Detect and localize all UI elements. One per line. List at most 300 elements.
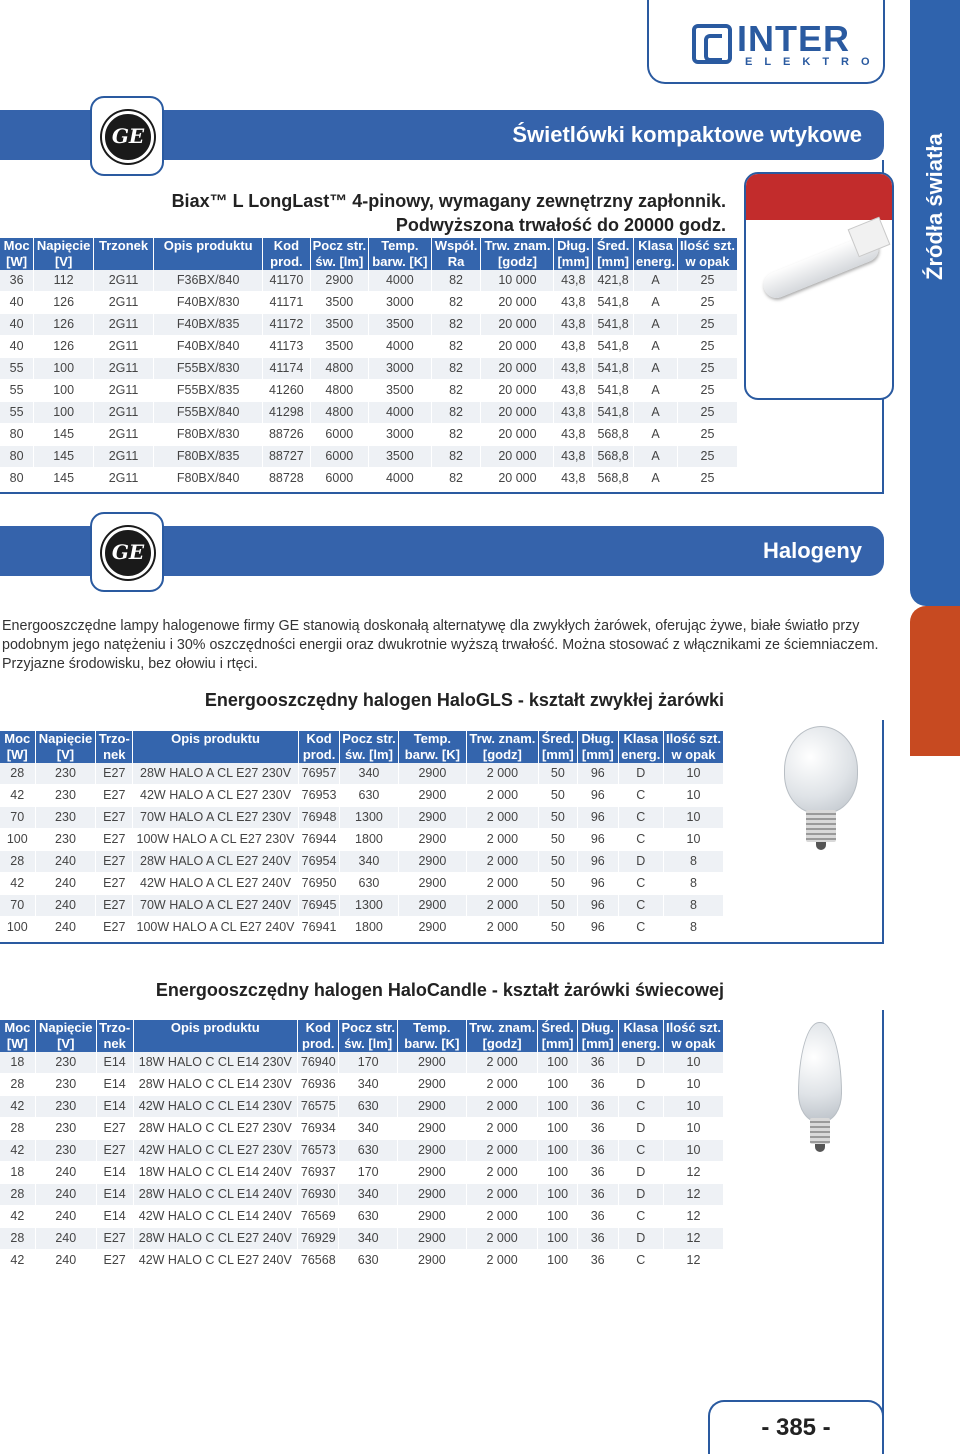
table-cell: 2900 xyxy=(397,1118,466,1140)
table-cell: 43,8 xyxy=(554,468,593,490)
product-image-biax xyxy=(744,172,894,400)
table-cell: 100 xyxy=(538,1162,577,1184)
table-cell: 76930 xyxy=(298,1184,339,1206)
table-row xyxy=(0,468,738,490)
table-cell: 41174 xyxy=(263,358,310,380)
table-cell: C xyxy=(618,1206,663,1228)
table-cell: 100W HALO A CL E27 230V xyxy=(133,829,299,851)
column-header: Dług. [mm] xyxy=(577,1020,618,1052)
table-row xyxy=(0,1162,724,1184)
column-header: Temp. barw. [K] xyxy=(397,1020,466,1052)
table-cell: D xyxy=(618,1118,663,1140)
column-header: Temp. barw. [K] xyxy=(369,238,432,270)
table-cell: 340 xyxy=(339,1074,397,1096)
table-cell: 25 xyxy=(678,336,738,358)
logo-sub: ELEKTRO xyxy=(745,56,882,68)
table-cell: A xyxy=(633,358,677,380)
table-cell: 76940 xyxy=(298,1052,339,1074)
table-cell: A xyxy=(633,380,677,402)
table-cell: 4800 xyxy=(310,402,368,424)
table-cell: 42W HALO C CL E14 240V xyxy=(133,1206,298,1228)
table-cell: 36 xyxy=(577,1052,618,1074)
table-cell: 12 xyxy=(664,1184,724,1206)
table-cell: 2 000 xyxy=(467,785,539,807)
column-header: Trw. znam. [godz] xyxy=(466,1020,538,1052)
table-cell: 25 xyxy=(678,270,738,292)
table-cell: 42W HALO C CL E14 230V xyxy=(133,1096,298,1118)
table-cell: 2900 xyxy=(398,763,466,785)
table-cell: E27 xyxy=(96,917,133,939)
table-cell: C xyxy=(618,785,663,807)
column-header: Kod prod. xyxy=(263,238,310,270)
halogls-title: Energooszczędny halogen HaloGLS - kształt zwykłej żarówki xyxy=(204,690,724,710)
table-cell: 18W HALO C CL E14 240V xyxy=(133,1162,298,1184)
column-header: Dług. [mm] xyxy=(577,731,618,763)
table-cell: 20 000 xyxy=(481,336,554,358)
table-cell: 25 xyxy=(678,402,738,424)
table-cell: 20 000 xyxy=(481,424,554,446)
table-cell: 230 xyxy=(35,1118,96,1140)
table-cell: 42 xyxy=(0,1206,35,1228)
table-cell: 28 xyxy=(0,763,35,785)
table-cell: 2G11 xyxy=(94,424,154,446)
table-cell: F40BX/835 xyxy=(154,314,263,336)
table-cell: 8 xyxy=(664,851,724,873)
table-cell: A xyxy=(633,292,677,314)
inter-logo-mark-icon xyxy=(692,24,732,64)
table-cell: 82 xyxy=(431,270,481,292)
section1-band-title: Świetlówki kompaktowe wtykowe xyxy=(512,122,862,147)
table-row xyxy=(0,829,724,851)
table-row xyxy=(0,917,724,939)
ge-logo-box xyxy=(90,96,164,176)
table-cell: 55 xyxy=(0,380,34,402)
table-row xyxy=(0,895,724,917)
table-cell: 96 xyxy=(577,829,618,851)
table-cell: 421,8 xyxy=(593,270,634,292)
table-cell: 43,8 xyxy=(554,358,593,380)
halocandle-table xyxy=(0,1020,724,1272)
table-cell: E27 xyxy=(96,873,133,895)
table-cell: 18W HALO C CL E14 230V xyxy=(133,1052,298,1074)
table-row xyxy=(0,402,738,424)
table-cell: 28W HALO C CL E27 230V xyxy=(133,1118,298,1140)
table-cell: 2 000 xyxy=(467,917,539,939)
table-cell: F80BX/830 xyxy=(154,424,263,446)
table-cell: A xyxy=(633,402,677,424)
table-cell: E27 xyxy=(96,829,133,851)
column-header: Trw. znam. [godz] xyxy=(481,238,554,270)
table-cell: 20 000 xyxy=(481,402,554,424)
table-cell: 100 xyxy=(538,1250,577,1272)
table-cell: 76954 xyxy=(298,851,339,873)
table-row xyxy=(0,1074,724,1096)
table-cell: 2 000 xyxy=(466,1206,538,1228)
table-cell: 82 xyxy=(431,468,481,490)
table-cell: F80BX/840 xyxy=(154,468,263,490)
column-header: Opis produktu xyxy=(133,731,299,763)
table-cell: 43,8 xyxy=(554,446,593,468)
table-cell: C xyxy=(618,1250,663,1272)
table-cell: A xyxy=(633,270,677,292)
table-cell: 3500 xyxy=(310,336,368,358)
column-header: Napięcie [V] xyxy=(35,731,96,763)
table-cell: 28 xyxy=(0,1184,35,1206)
table-cell: 2900 xyxy=(398,851,466,873)
table-cell: 36 xyxy=(577,1228,618,1250)
column-header: Trw. znam. [godz] xyxy=(467,731,539,763)
table-cell: E14 xyxy=(96,1184,133,1206)
table-cell: 2 000 xyxy=(466,1052,538,1074)
table-row xyxy=(0,314,738,336)
table-cell: 28 xyxy=(0,1228,35,1250)
table-cell: 70W HALO A CL E27 230V xyxy=(133,807,299,829)
table-cell: E14 xyxy=(96,1206,133,1228)
table-cell: 1300 xyxy=(340,895,398,917)
table-cell: 2900 xyxy=(397,1096,466,1118)
table-row xyxy=(0,851,724,873)
table-cell: 28 xyxy=(0,1074,35,1096)
table-cell: 2G11 xyxy=(94,314,154,336)
table-cell: 2 000 xyxy=(466,1140,538,1162)
table-cell: 230 xyxy=(35,1052,96,1074)
table-cell: 70 xyxy=(0,807,35,829)
table-cell: 2900 xyxy=(398,807,466,829)
column-header: Opis produktu xyxy=(154,238,263,270)
table-cell: 10 xyxy=(664,763,724,785)
table-cell: 18 xyxy=(0,1052,35,1074)
table-cell: 43,8 xyxy=(554,380,593,402)
table-cell: 630 xyxy=(340,873,398,895)
table-cell: 230 xyxy=(35,807,96,829)
column-header: Moc [W] xyxy=(0,238,34,270)
table-cell: 112 xyxy=(34,270,94,292)
table-cell: 100 xyxy=(0,829,35,851)
table-cell: 25 xyxy=(678,314,738,336)
table-cell: 8 xyxy=(664,873,724,895)
table-cell: 28 xyxy=(0,1118,35,1140)
table-cell: 70W HALO A CL E27 240V xyxy=(133,895,299,917)
table-cell: 50 xyxy=(538,785,577,807)
table-cell: 12 xyxy=(664,1206,724,1228)
table-cell: E14 xyxy=(96,1096,133,1118)
table-cell: 36 xyxy=(577,1206,618,1228)
table-cell: 100 xyxy=(538,1140,577,1162)
table-cell: 2900 xyxy=(397,1250,466,1272)
table-cell: E14 xyxy=(96,1074,133,1096)
table-cell: 230 xyxy=(35,1074,96,1096)
table-cell: 82 xyxy=(431,424,481,446)
table-cell: 55 xyxy=(0,402,34,424)
table-cell: 50 xyxy=(538,917,577,939)
table-cell: F40BX/840 xyxy=(154,336,263,358)
table-cell: 20 000 xyxy=(481,292,554,314)
table-cell: C xyxy=(618,873,663,895)
table-cell: 76937 xyxy=(298,1162,339,1184)
table-cell: 230 xyxy=(35,763,96,785)
table-cell: 240 xyxy=(35,895,96,917)
column-header: Śred. [mm] xyxy=(538,731,577,763)
table-cell: 3500 xyxy=(369,314,432,336)
column-header: Pocz str. św. [lm] xyxy=(339,1020,397,1052)
table-cell: 28W HALO A CL E27 230V xyxy=(133,763,299,785)
table-cell: 2G11 xyxy=(94,358,154,380)
column-header: Ilość szt. w opak xyxy=(664,731,724,763)
table-cell: A xyxy=(633,468,677,490)
table-cell: 630 xyxy=(339,1096,397,1118)
table-cell: 25 xyxy=(678,468,738,490)
table-cell: 1300 xyxy=(340,807,398,829)
table-cell: 50 xyxy=(538,763,577,785)
table-cell: 12 xyxy=(664,1250,724,1272)
table-row xyxy=(0,446,738,468)
table-cell: 2 000 xyxy=(467,851,539,873)
table-cell: 80 xyxy=(0,468,34,490)
table-cell: 42 xyxy=(0,785,35,807)
table-cell: 96 xyxy=(577,763,618,785)
table-cell: 630 xyxy=(340,785,398,807)
table-cell: 36 xyxy=(577,1184,618,1206)
table-cell: 80 xyxy=(0,446,34,468)
table-cell: 50 xyxy=(538,895,577,917)
table-cell: 2900 xyxy=(310,270,368,292)
column-header: Moc [W] xyxy=(0,731,35,763)
table-cell: 96 xyxy=(577,785,618,807)
table-cell: 20 000 xyxy=(481,446,554,468)
table-cell: 2 000 xyxy=(467,807,539,829)
table-cell: 2900 xyxy=(398,917,466,939)
table-cell: 76950 xyxy=(298,873,339,895)
table-cell: 43,8 xyxy=(554,292,593,314)
table-cell: 145 xyxy=(34,446,94,468)
column-header: Śred. [mm] xyxy=(593,238,634,270)
table-cell: 541,8 xyxy=(593,380,634,402)
table-cell: 36 xyxy=(577,1118,618,1140)
table-row xyxy=(0,424,738,446)
side-color-block xyxy=(910,606,960,756)
table-cell: F40BX/830 xyxy=(154,292,263,314)
table-cell: 76573 xyxy=(298,1140,339,1162)
column-header: Pocz str. św. [lm] xyxy=(340,731,398,763)
table-cell: 50 xyxy=(538,851,577,873)
halocandle-bulb-icon xyxy=(790,1022,850,1202)
column-header: Napięcie [V] xyxy=(34,238,94,270)
table-cell: 2 000 xyxy=(466,1162,538,1184)
table-cell: 20 000 xyxy=(481,468,554,490)
table-row xyxy=(0,1184,724,1206)
table-row xyxy=(0,358,738,380)
table-cell: 43,8 xyxy=(554,314,593,336)
table-cell: 100 xyxy=(538,1184,577,1206)
column-header: Śred. [mm] xyxy=(538,1020,577,1052)
table-cell: C xyxy=(618,807,663,829)
table-cell: 2900 xyxy=(398,873,466,895)
table-row xyxy=(0,873,724,895)
halogen-description: Energooszczędne lampy halogenowe firmy GE stanowią doskonałą alternatywę dla zwykłych żarówek, oferując żywe, białe światło przy podobnym jego natężeniu i 30% oszczędności energii oraz dwukrotnie wyższą trwałość. Można stosować z włącznikami ze ściemniaczem. Przyjazne środowisku, bez ołowiu i rtęci. xyxy=(2,618,879,672)
table-cell: 96 xyxy=(577,851,618,873)
table-cell: 170 xyxy=(339,1052,397,1074)
table-cell: 100 xyxy=(538,1074,577,1096)
table-cell: 2 000 xyxy=(466,1074,538,1096)
table-cell: 36 xyxy=(577,1074,618,1096)
table-cell: A xyxy=(633,336,677,358)
table-cell: 630 xyxy=(339,1250,397,1272)
table-cell: 36 xyxy=(577,1096,618,1118)
table-cell: E27 xyxy=(96,1140,133,1162)
table-cell: 240 xyxy=(35,1206,96,1228)
table-row xyxy=(0,785,724,807)
table-row xyxy=(0,763,724,785)
table-cell: 40 xyxy=(0,336,34,358)
table-row xyxy=(0,1118,724,1140)
table-cell: 43,8 xyxy=(554,336,593,358)
table-cell: 88726 xyxy=(263,424,310,446)
table-cell: 40 xyxy=(0,292,34,314)
table-cell: 88728 xyxy=(263,468,310,490)
table-cell: 240 xyxy=(35,1228,96,1250)
table-cell: 3500 xyxy=(369,446,432,468)
table-cell: A xyxy=(633,314,677,336)
table-cell: 2 000 xyxy=(467,763,539,785)
table-cell: 2G11 xyxy=(94,380,154,402)
table-cell: 82 xyxy=(431,380,481,402)
table-cell: 80 xyxy=(0,424,34,446)
table-cell: 42W HALO A CL E27 240V xyxy=(133,873,299,895)
table-cell: 145 xyxy=(34,424,94,446)
table-cell: 76569 xyxy=(298,1206,339,1228)
table-cell: 42W HALO C CL E27 230V xyxy=(133,1140,298,1162)
table-cell: 76953 xyxy=(298,785,339,807)
inter-elektro-logo xyxy=(647,0,885,84)
table-cell: E27 xyxy=(96,851,133,873)
table-cell: 82 xyxy=(431,314,481,336)
logo-brand: INTER xyxy=(737,18,850,59)
column-header: Klasa energ. xyxy=(618,731,663,763)
table-cell: 42 xyxy=(0,1250,35,1272)
table-row xyxy=(0,1096,724,1118)
table-cell: 4000 xyxy=(369,402,432,424)
column-header: Kod prod. xyxy=(298,731,339,763)
table-cell: 3500 xyxy=(310,314,368,336)
table-cell: F36BX/840 xyxy=(154,270,263,292)
table-cell: 230 xyxy=(35,785,96,807)
table-cell: 42 xyxy=(0,873,35,895)
table-cell: 2900 xyxy=(398,829,466,851)
ge-logo-icon: GE xyxy=(102,111,154,163)
table-cell: 2 000 xyxy=(466,1118,538,1140)
table-cell: 2900 xyxy=(397,1206,466,1228)
table-cell: E27 xyxy=(96,1250,133,1272)
table-cell: 76568 xyxy=(298,1250,339,1272)
table-cell: 240 xyxy=(35,1184,96,1206)
column-header: Moc [W] xyxy=(0,1020,35,1052)
table-cell: 100 xyxy=(34,358,94,380)
table-cell: 76945 xyxy=(298,895,339,917)
table-cell: 2G11 xyxy=(94,446,154,468)
table-cell: 230 xyxy=(35,1140,96,1162)
column-header: Trzo- nek xyxy=(96,1020,133,1052)
table-cell: 2G11 xyxy=(94,336,154,358)
table-cell: 100 xyxy=(0,917,35,939)
column-header: Klasa energ. xyxy=(618,1020,663,1052)
table-cell: 41170 xyxy=(263,270,310,292)
table-cell: 568,8 xyxy=(593,446,634,468)
halocandle-title: Energooszczędny halogen HaloCandle - kształt żarówki świecowej xyxy=(155,980,724,1000)
table-cell: 2900 xyxy=(397,1140,466,1162)
table-cell: 100 xyxy=(538,1052,577,1074)
table-cell: 10 xyxy=(664,1052,724,1074)
table-cell: 6000 xyxy=(310,424,368,446)
table-cell: E27 xyxy=(96,1228,133,1250)
table-cell: 41171 xyxy=(263,292,310,314)
table-cell: 41172 xyxy=(263,314,310,336)
biax-table xyxy=(0,238,738,490)
table-cell: 41173 xyxy=(263,336,310,358)
table-cell: 41298 xyxy=(263,402,310,424)
table-cell: 70 xyxy=(0,895,35,917)
table-cell: 541,8 xyxy=(593,402,634,424)
table-cell: 3500 xyxy=(369,380,432,402)
table-cell: D xyxy=(618,1162,663,1184)
table-cell: 20 000 xyxy=(481,358,554,380)
table-cell: 340 xyxy=(340,851,398,873)
table-cell: D xyxy=(618,851,663,873)
table-row xyxy=(0,270,738,292)
table-cell: 1800 xyxy=(340,917,398,939)
table-row xyxy=(0,336,738,358)
table-cell: 88727 xyxy=(263,446,310,468)
table-cell: 2G11 xyxy=(94,270,154,292)
halogls-bulb-icon xyxy=(776,726,866,866)
table-cell: 2900 xyxy=(397,1074,466,1096)
table-cell: 10 xyxy=(664,829,724,851)
table-cell: 2 000 xyxy=(466,1096,538,1118)
table-cell: 42W HALO C CL E27 240V xyxy=(133,1250,298,1272)
ge-logo-icon: GE xyxy=(102,527,154,579)
table-cell: 8 xyxy=(664,895,724,917)
table-cell: 2G11 xyxy=(94,402,154,424)
table-cell: 2G11 xyxy=(94,468,154,490)
table-cell: 76929 xyxy=(298,1228,339,1250)
table-cell: F55BX/835 xyxy=(154,380,263,402)
column-header: Kod prod. xyxy=(298,1020,339,1052)
table-cell: 2900 xyxy=(397,1228,466,1250)
table-cell: C xyxy=(618,895,663,917)
table-cell: 25 xyxy=(678,292,738,314)
table-cell: C xyxy=(618,829,663,851)
table-cell: 82 xyxy=(431,336,481,358)
table-cell: 100 xyxy=(538,1228,577,1250)
table-cell: 230 xyxy=(35,829,96,851)
table-cell: 76948 xyxy=(298,807,339,829)
table-row xyxy=(0,1250,724,1272)
table-cell: E27 xyxy=(96,1118,133,1140)
table-cell: 50 xyxy=(538,873,577,895)
table-cell: F55BX/840 xyxy=(154,402,263,424)
table-cell: 240 xyxy=(35,917,96,939)
table-cell: 28W HALO C CL E14 240V xyxy=(133,1184,298,1206)
table-cell: 4000 xyxy=(369,270,432,292)
table-cell: 100 xyxy=(34,380,94,402)
table-cell: 76957 xyxy=(298,763,339,785)
table-cell: A xyxy=(633,424,677,446)
table-cell: 541,8 xyxy=(593,358,634,380)
table-cell: 82 xyxy=(431,402,481,424)
table-cell: 568,8 xyxy=(593,468,634,490)
table-cell: 4000 xyxy=(369,336,432,358)
table-cell: 568,8 xyxy=(593,424,634,446)
table-cell: 76936 xyxy=(298,1074,339,1096)
